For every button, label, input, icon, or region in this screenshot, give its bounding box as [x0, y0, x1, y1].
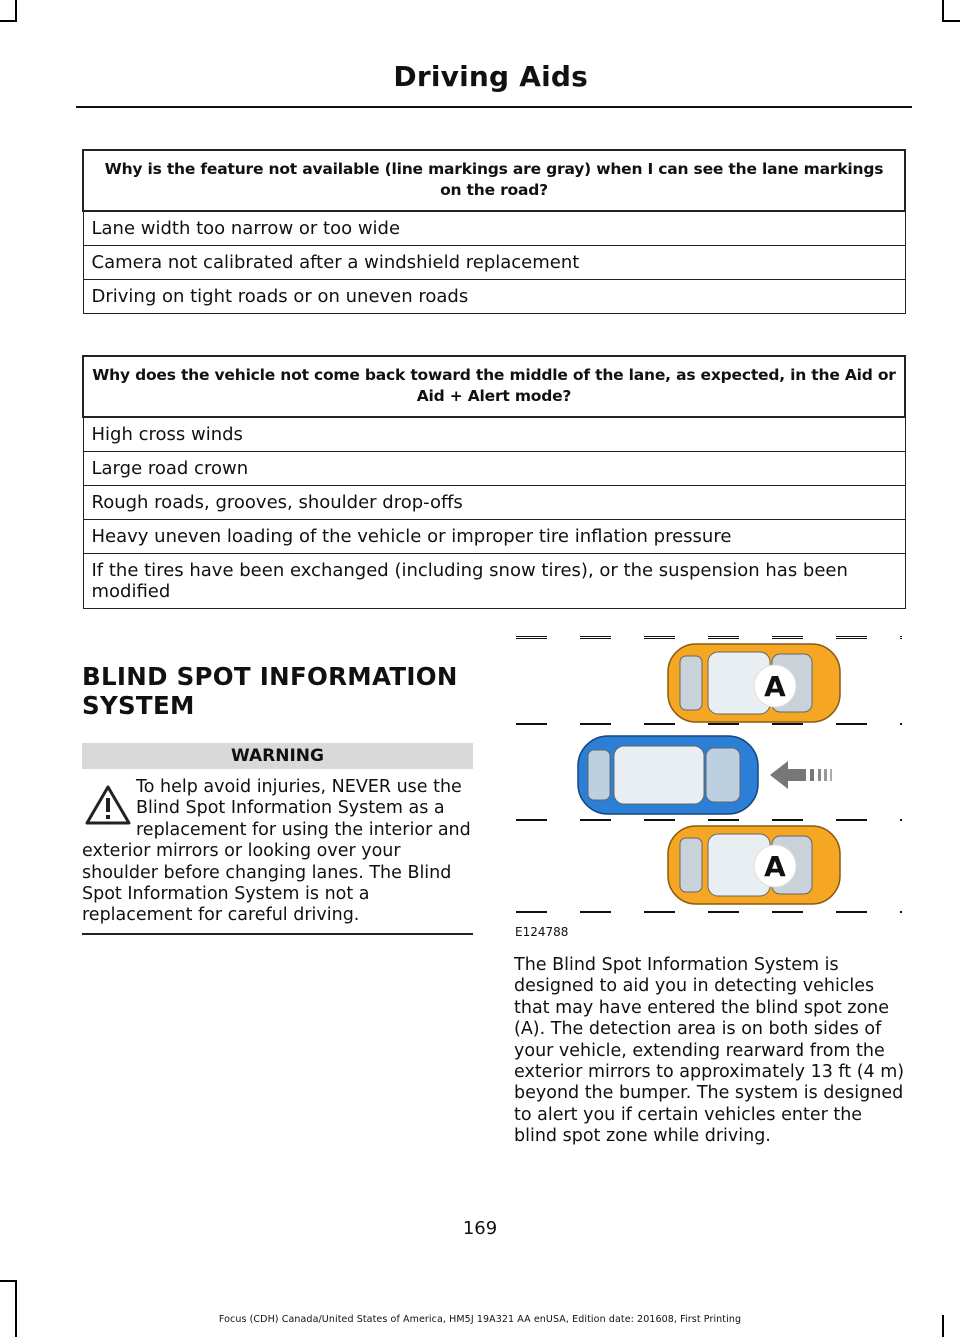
warning-bottom-rule	[82, 933, 473, 935]
zone-label-bottom: A	[764, 850, 786, 883]
section-heading: BLIND SPOT INFORMATION SYSTEM	[82, 662, 458, 720]
table-row: High cross winds	[83, 417, 905, 452]
faq-table-lane-markings	[82, 149, 906, 314]
warning-text-block	[82, 777, 473, 927]
lane-marking-4	[512, 911, 902, 914]
table-row: If the tires have been exchanged (including snow tires), or the suspension has been modified	[83, 554, 905, 609]
warning-label: WARNING	[82, 743, 473, 769]
table-row: Driving on tight roads or on uneven roads	[83, 280, 905, 314]
table-row: Large road crown	[83, 452, 905, 486]
body-paragraph: The Blind Spot Information System is designed to aid you in detecting vehicles that may have entered the blind spot zone (A). The detection area is on both sides of your vehicle, extending rearward from the exterior mirrors to approximately 13 ft (4 m) beyond the bumper. The system is designed to alert you if certain vehicles enter the blind spot zone while driving.	[514, 955, 905, 1147]
page-header-title: Driving Aids	[393, 60, 588, 93]
lane-marking-2	[512, 723, 902, 726]
faq-table-vehicle-centering	[82, 355, 906, 609]
zone-label-top: A	[764, 670, 786, 703]
header-rule	[76, 106, 912, 108]
crop-mark-top-right-v	[942, 0, 944, 22]
table-row: Heavy uneven loading of the vehicle or improper tire inflation pressure	[83, 520, 905, 554]
zone-label-top-badge	[754, 665, 796, 707]
table-row: Camera not calibrated after a windshield replacement	[83, 246, 905, 280]
crop-mark-top-right-h	[942, 20, 960, 22]
crop-mark-bottom-left-v	[15, 1280, 17, 1337]
host-car	[578, 736, 758, 814]
table-header: Why is the feature not available (line markings are gray) when I can see the lane markings on the road?	[83, 150, 905, 211]
table-row: Rough roads, grooves, shoulder drop-offs	[83, 486, 905, 520]
crop-mark-top-left-h	[0, 20, 16, 22]
page-number: 169	[462, 1218, 498, 1239]
figure-code: E124788	[515, 925, 569, 939]
table-header: Why does the vehicle not come back toward the middle of the lane, as expected, in the Aid or Aid + Alert mode?	[83, 356, 905, 417]
warning-text: To help avoid injuries, NEVER use the Blind Spot Information System as a replacement for using the interior and exterior mirrors or looking over your shoulder before changing lanes. The Blind Spot Information System is not a replacement for careful driving.	[82, 777, 471, 926]
approach-arrow-icon	[770, 761, 832, 789]
table-row: Lane width too narrow or too wide	[83, 211, 905, 246]
crop-mark-bottom-left-h	[0, 1280, 16, 1282]
lane-marking-3	[512, 819, 902, 822]
lane-marking-1	[512, 636, 902, 639]
footer-text: Focus (CDH) Canada/United States of America, HM5J 19A321 AA enUSA, Edition date: 201608, First Printing	[218, 1314, 742, 1325]
zone-label-bottom-badge	[754, 845, 796, 887]
crop-mark-top-left-v	[15, 0, 17, 22]
blind-spot-illustration	[512, 626, 902, 924]
